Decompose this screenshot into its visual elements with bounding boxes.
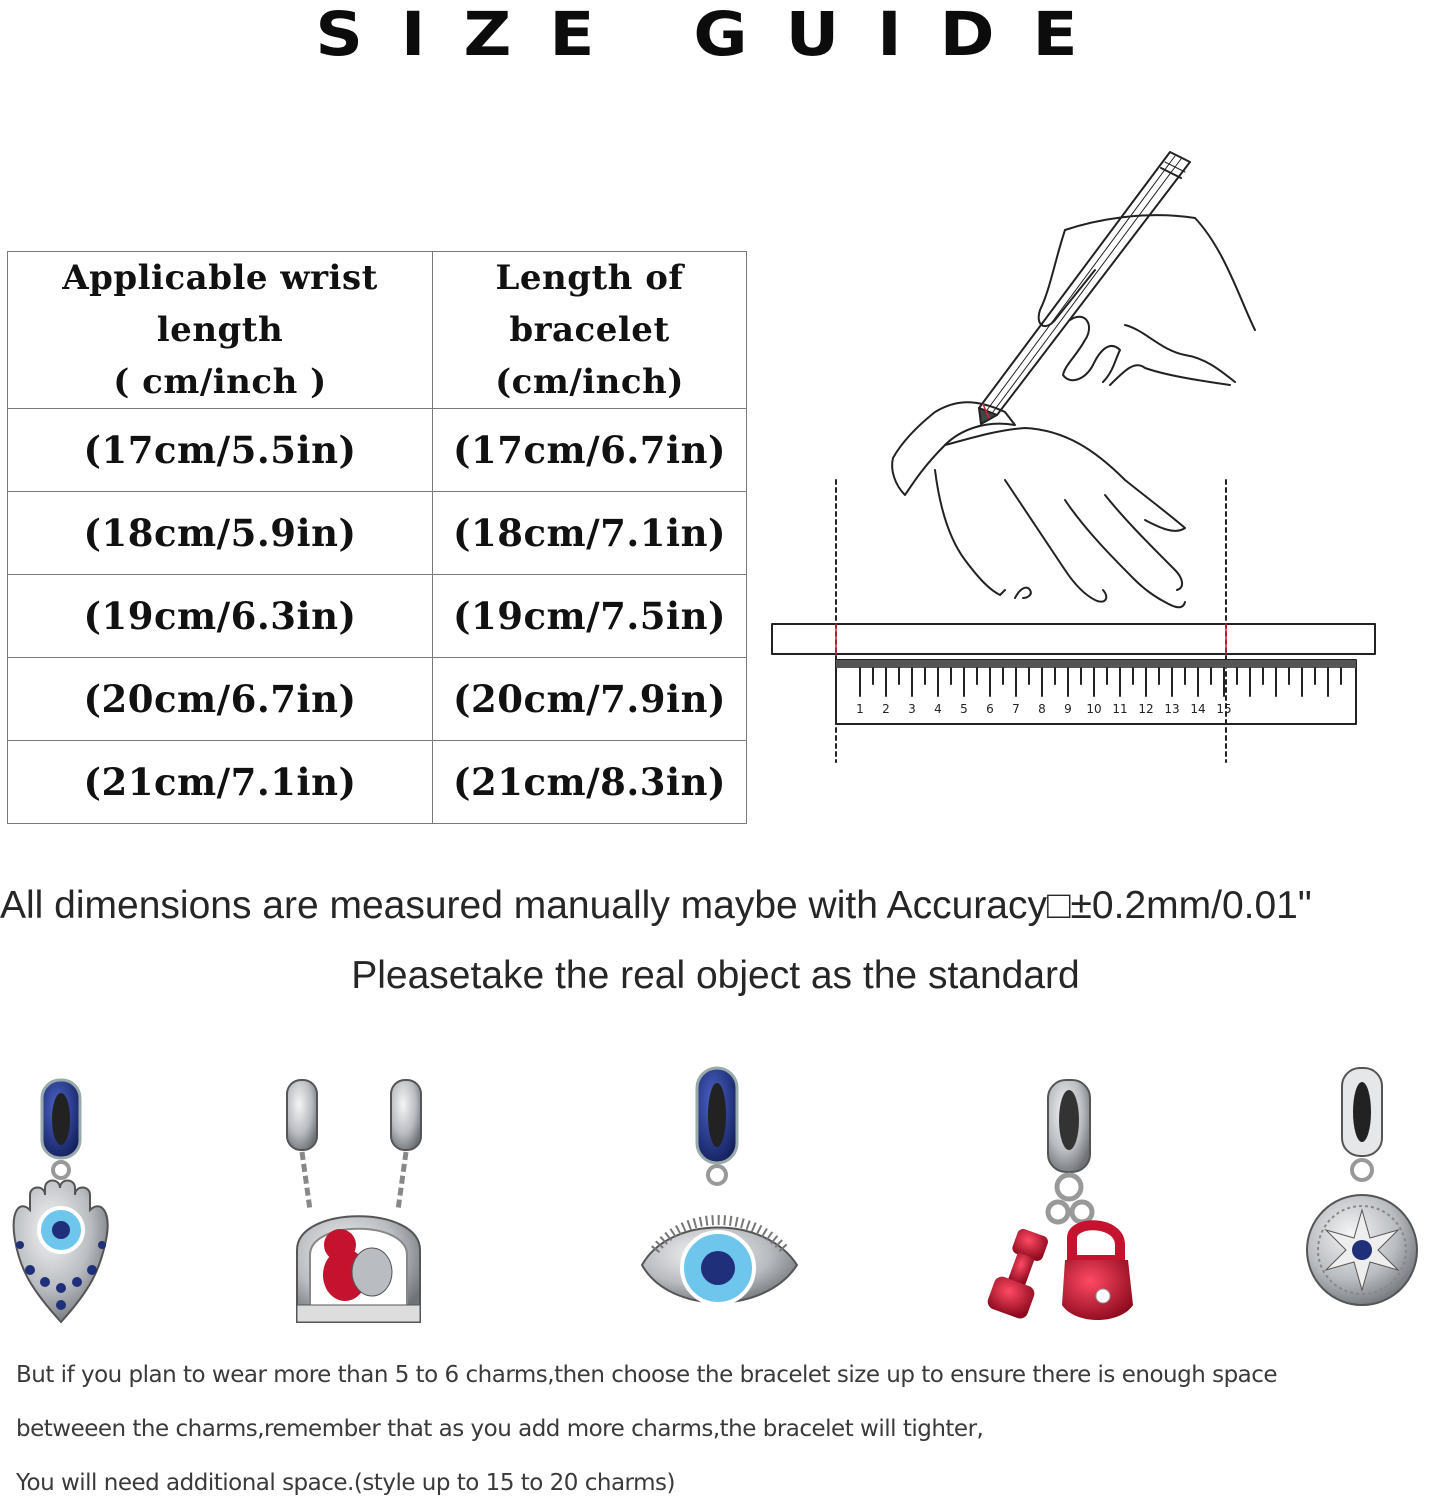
bracelet-cell: (21cm/8.3in) bbox=[433, 741, 747, 824]
footer-line-2: betweeen the charms,remember that as you add more charms,the bracelet will tighter, bbox=[16, 1416, 984, 1442]
evil-eye-charm-icon bbox=[642, 1068, 797, 1304]
header-wrist-unit: ( cm/inch ) bbox=[113, 362, 327, 402]
table-row bbox=[8, 409, 747, 492]
pencil-icon bbox=[979, 152, 1190, 424]
accuracy-note: All dimensions are measured manually maybe with Accuracy□±0.2mm/0.01" bbox=[0, 884, 1312, 927]
ruler-number: 7 bbox=[1012, 702, 1020, 716]
header-bracelet-length bbox=[433, 252, 747, 409]
hamsa-charm-icon bbox=[14, 1080, 108, 1322]
measured-hand bbox=[935, 428, 1185, 607]
wrist-cell: (19cm/6.3in) bbox=[8, 575, 433, 658]
ruler-number: 11 bbox=[1112, 702, 1128, 716]
table-row bbox=[8, 741, 747, 824]
table-row bbox=[8, 658, 747, 741]
ruler-number: 2 bbox=[882, 702, 890, 716]
size-table bbox=[7, 251, 747, 824]
couple-dome-charm-icon bbox=[287, 1080, 421, 1322]
table-row bbox=[8, 575, 747, 658]
wrist-cell: (18cm/5.9in) bbox=[8, 492, 433, 575]
ruler-number: 9 bbox=[1064, 702, 1072, 716]
footer-line-1: But if you plan to wear more than 5 to 6 charms,then choose the bracelet size up to ensure there is enough space bbox=[16, 1362, 1278, 1388]
charm-gallery bbox=[0, 1060, 1431, 1335]
wrist-cell: (17cm/5.5in) bbox=[8, 409, 433, 492]
ruler-number: 10 bbox=[1086, 702, 1102, 716]
wrist-cell: (20cm/6.7in) bbox=[8, 658, 433, 741]
hand-holding-pencil bbox=[1039, 215, 1255, 385]
ruler-number: 5 bbox=[960, 702, 968, 716]
bracelet-cell: (20cm/7.9in) bbox=[433, 658, 747, 741]
footer-line-3: You will need additional space.(style up to 15 to 20 charms) bbox=[16, 1470, 675, 1496]
header-wrist-label: Applicable wrist length bbox=[62, 258, 378, 350]
page-title: SIZE GUIDE bbox=[315, 0, 1116, 70]
table-header-row bbox=[8, 252, 747, 409]
bracelet-cell: (17cm/6.7in) bbox=[433, 409, 747, 492]
ruler bbox=[836, 660, 1356, 724]
ruler-number: 14 bbox=[1190, 702, 1206, 716]
paper-strip-flat bbox=[772, 624, 1375, 654]
sun-charm-icon bbox=[1307, 1068, 1417, 1305]
dumbbell-charm-icon bbox=[985, 1080, 1133, 1321]
bracelet-cell: (19cm/7.5in) bbox=[433, 575, 747, 658]
wrist-cell: (21cm/7.1in) bbox=[8, 741, 433, 824]
ruler-number: 3 bbox=[908, 702, 916, 716]
measuring-illustration bbox=[765, 150, 1395, 765]
bracelet-cell: (18cm/7.1in) bbox=[433, 492, 747, 575]
ruler-number: 12 bbox=[1138, 702, 1154, 716]
ruler-number: 4 bbox=[934, 702, 942, 716]
ruler-number: 6 bbox=[986, 702, 994, 716]
header-wrist-length bbox=[8, 252, 433, 409]
header-bracelet-label: Length of bracelet bbox=[495, 258, 684, 350]
header-bracelet-unit: (cm/inch) bbox=[495, 362, 684, 402]
table-row bbox=[8, 492, 747, 575]
ruler-number: 13 bbox=[1164, 702, 1180, 716]
ruler-number: 1 bbox=[856, 702, 864, 716]
ruler-number: 15 bbox=[1216, 702, 1232, 716]
ruler-number: 8 bbox=[1038, 702, 1046, 716]
standard-note: Pleasetake the real object as the standard bbox=[351, 954, 1080, 997]
